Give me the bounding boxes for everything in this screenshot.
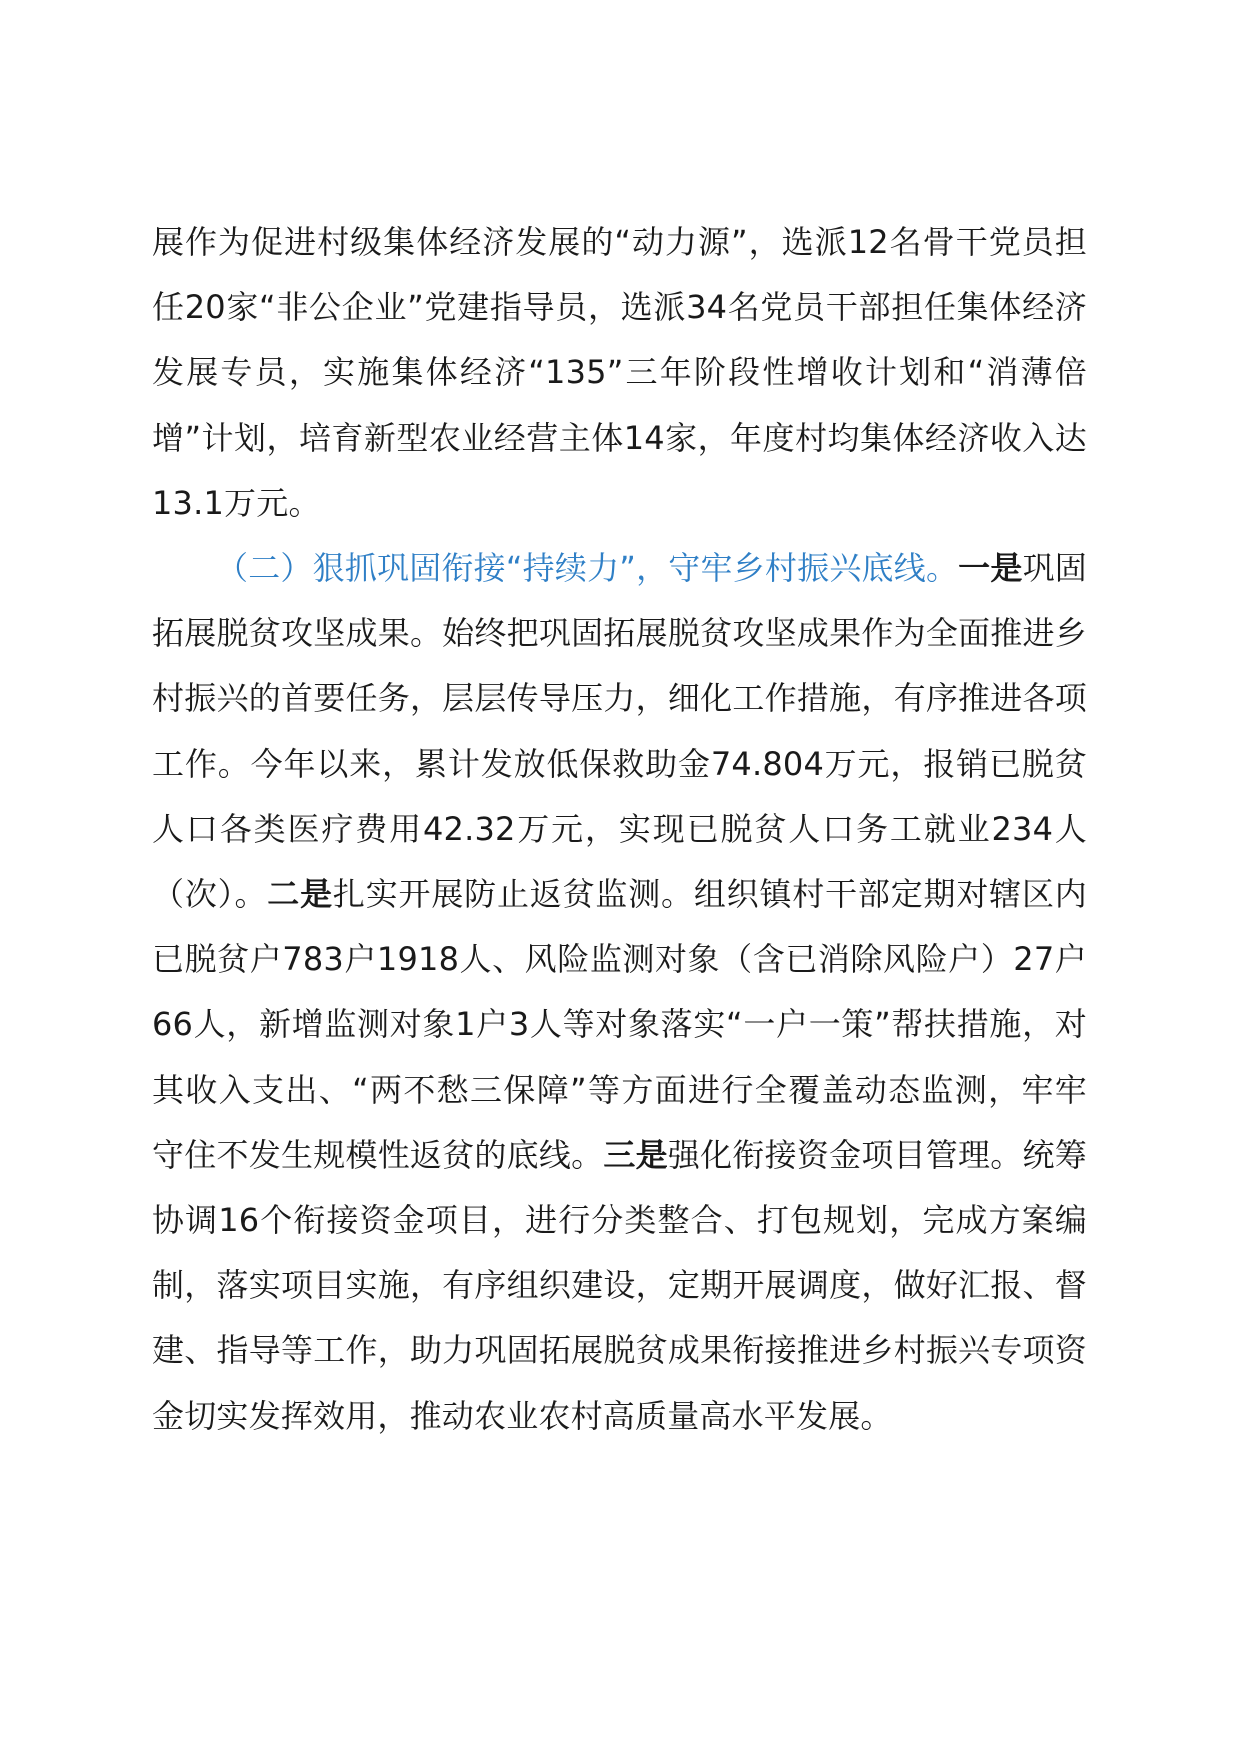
paragraph-text-two: 扎实开展防止返贫监测。组织镇村干部定期对辖区内已脱贫户783户1918人、风险监测对象（含已消除风险户）27户66人，新增监测对象1户3人等对象落实“一户一策”帮扶措施，对其收入支出、“两不愁三保障”等方面进行全覆盖动态监测，牢牢守住不发生规模性返贫的底线。 — [152, 875, 1087, 1174]
paragraph-text-one: 巩固拓展脱贫攻坚成果。始终把巩固拓展脱贫攻坚成果作为全面推进乡村振兴的首要任务，层层传导压力，细化工作措施，有序推进各项工作。今年以来，累计发放低保救助金74.804万元，报销已脱贫人口各类医疗费用42.32万元，实现已脱贫人口务工就业234人（次）。 — [152, 549, 1087, 914]
lead-marker-two: 二是 — [267, 875, 333, 914]
paragraph-text-three: 强化衔接资金项目管理。统筹协调16个衔接资金项目，进行分类整合、打包规划，完成方案编制，落实项目实施，有序组织建设，定期开展调度，做好汇报、督建、指导等工作，助力巩固拓展脱贫成果衔接推进乡村振兴专项资金切实发挥效用，推动农业农村高质量高水平发展。 — [152, 1135, 1087, 1435]
lead-marker-three: 三是 — [603, 1135, 668, 1174]
document-page — [152, 210, 1087, 1449]
paragraph-text: 展作为促进村级集体经济发展的“动力源”，选派12名骨干党员担任20家“非公企业”党建指导员，选派34名党员干部担任集体经济发展专员，实施集体经济“135”三年阶段性增收计划和“消薄倍增”计划，培育新型农业经营主体14家，年度村均集体经济收入达13.1万元。 — [152, 223, 1087, 522]
paragraph-collective-economy — [152, 210, 1087, 536]
lead-marker-one: 一是 — [958, 549, 1023, 588]
paragraph-consolidation — [152, 536, 1087, 1449]
section-heading: （二）狠抓巩固衔接“持续力”，守牢乡村振兴底线。 — [216, 549, 959, 588]
